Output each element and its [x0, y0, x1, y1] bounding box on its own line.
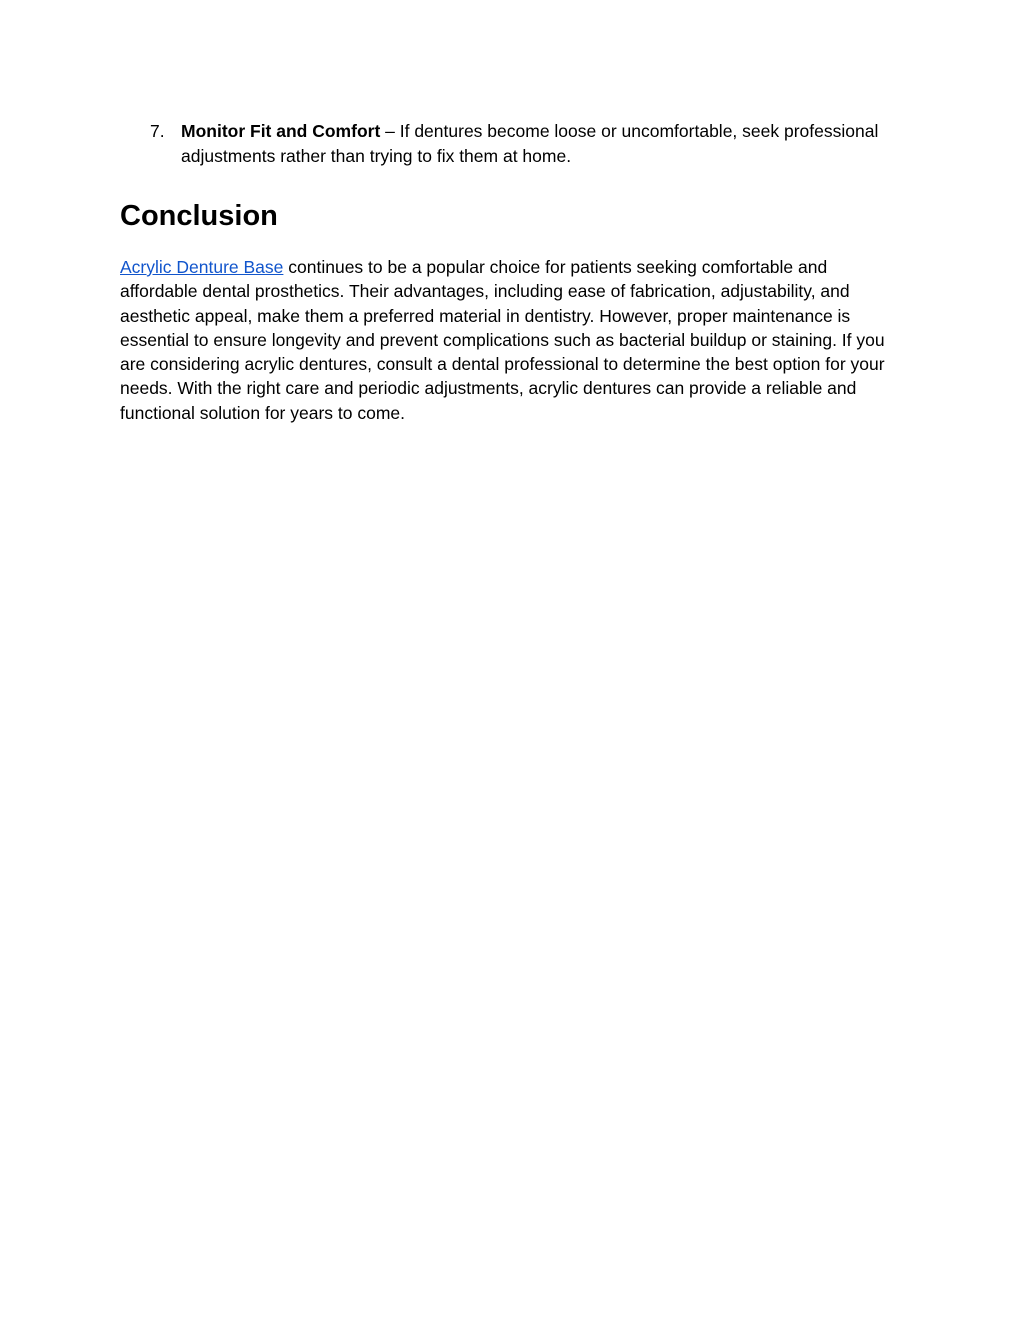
list-item-monitor-fit	[120, 119, 900, 168]
conclusion-heading: Conclusion	[120, 200, 278, 232]
list-item-text: – If dentures become loose or uncomfortable, seek professional adjustments rather than trying to fix them at home.	[181, 121, 879, 166]
list-item-term: Monitor Fit and Comfort	[181, 121, 381, 141]
conclusion-paragraph	[120, 255, 900, 425]
list-item-body	[181, 119, 881, 168]
conclusion-body-text: continues to be a popular choice for patients seeking comfortable and affordable dental prosthetics. Their advantages, including ease of fabrication, adjustability, and aesthetic appeal, make them a preferred material in dentistry. However, proper maintenance is essential to ensure longevity and prevent complications such as bacterial buildup or staining. If you are considering acrylic dentures, consult a dental professional to determine the best option for your needs. With the right care and periodic adjustments, acrylic dentures can provide a reliable and functional solution for years to come.	[120, 257, 885, 423]
acrylic-denture-base-link[interactable]: Acrylic Denture Base	[120, 257, 284, 277]
list-number: 7.	[150, 121, 165, 141]
